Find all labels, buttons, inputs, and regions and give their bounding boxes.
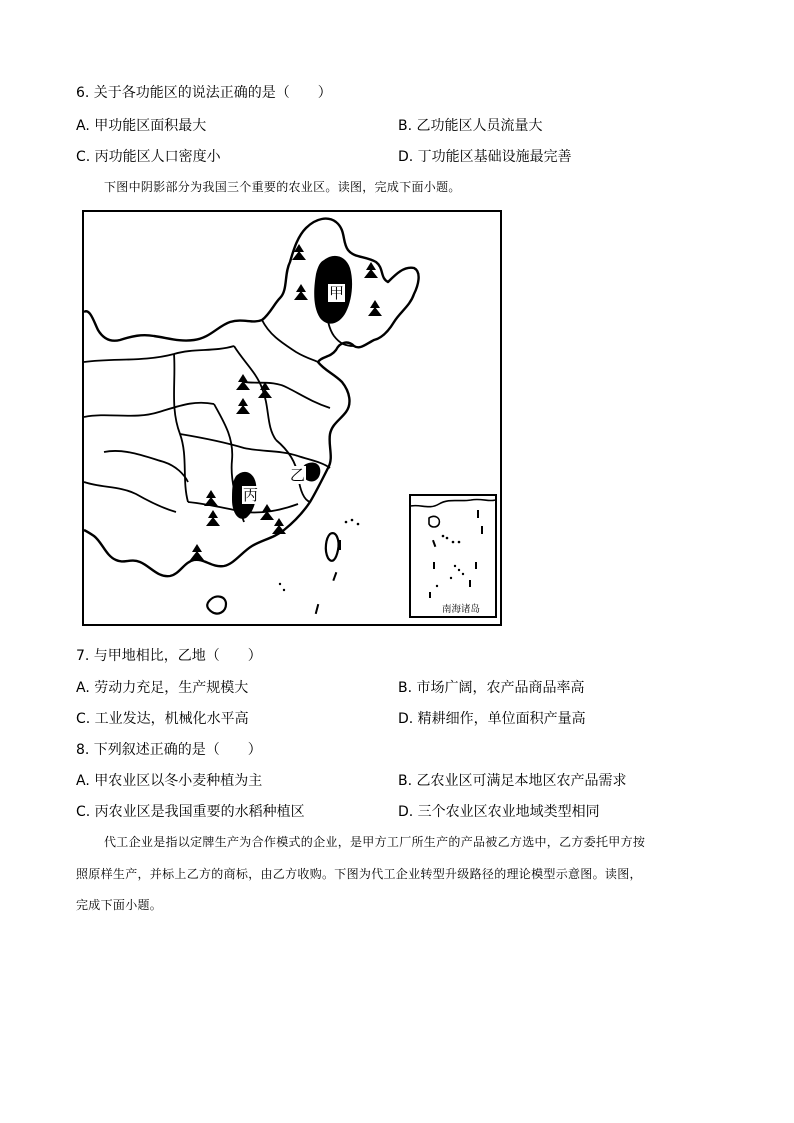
q6-option-a: A. 甲功能区面积最大	[76, 118, 207, 134]
south-china-sea-inset	[409, 494, 497, 618]
q7-option-a: A. 劳动力充足，生产规模大	[76, 680, 249, 696]
q8-stem: 8. 下列叙述正确的是（ ）	[76, 742, 262, 758]
q7-stem: 7. 与甲地相比，乙地（ ）	[76, 648, 262, 664]
q7-option-b: B. 市场广阔，农产品商品率高	[398, 680, 585, 696]
map-intro: 下图中阴影部分为我国三个重要的农业区。读图，完成下面小题。	[104, 180, 461, 194]
inset-caption: 南海诸岛	[442, 604, 481, 615]
q7-option-d: D. 精耕细作，单位面积产量高	[398, 711, 586, 727]
q6-option-d: D. 丁功能区基础设施最完善	[398, 149, 572, 165]
map-label-jia: 甲	[329, 284, 345, 302]
q6-option-c: C. 丙功能区人口密度小	[76, 149, 221, 165]
q7-option-c: C. 工业发达，机械化水平高	[76, 711, 249, 727]
map-label-yi: 乙	[290, 466, 306, 484]
oem-intro-line-2: 照原样生产，并标上乙方的商标，由乙方收购。下图为代工企业转型升级路径的理论模型示意图。读图，	[76, 867, 642, 881]
q8-option-b: B. 乙农业区可满足本地区农产品需求	[398, 773, 627, 789]
oem-intro-line-3: 完成下面小题。	[76, 898, 163, 912]
q8-option-d: D. 三个农业区农业地域类型相同	[398, 804, 600, 820]
q6-stem: 6. 关于各功能区的说法正确的是（ ）	[76, 85, 332, 101]
map-label-bing: 丙	[243, 486, 259, 504]
inset-drawing	[411, 496, 495, 616]
oem-intro-line-1: 代工企业是指以定牌生产为合作模式的企业，是甲方工厂所生产的产品被乙方选中，乙方委托甲方按	[104, 835, 646, 849]
q6-option-b: B. 乙功能区人员流量大	[398, 118, 543, 134]
q8-option-a: A. 甲农业区以冬小麦种植为主	[76, 773, 263, 789]
q8-option-c: C. 丙农业区是我国重要的水稻种植区	[76, 804, 305, 820]
